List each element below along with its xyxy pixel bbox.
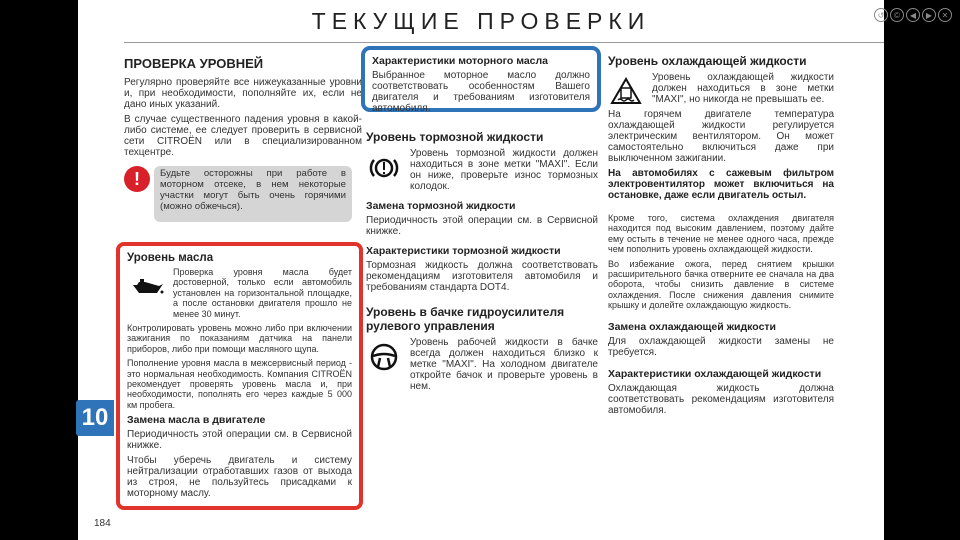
manual-page	[78, 0, 884, 540]
warning-text: Будьте осторожны при работе в моторном отсеке, в нем некоторые участки могут быть очень горячими (можно обжечься).	[160, 168, 346, 212]
steering-wheel-icon	[368, 341, 400, 373]
viewer-nav	[874, 8, 952, 22]
brake-spec-text: Тормозная жидкость должна соответствовать рекомендациям изготовителя автомобиля и требованиям стандарта DOT4.	[366, 260, 598, 293]
coolant-spec-text: Охлаждающая жидкость должна соответствовать рекомендациям изготовителя автомобиля.	[608, 382, 834, 416]
brake-level-row	[366, 148, 598, 192]
steering-level-text: Уровень рабочей жидкости в бачке всегда должен находиться близко к метке "MAXI". На холодном двигателе откройте бачок и проверьте уровень в нем.	[410, 337, 598, 392]
steering-level-title: Уровень в бачке гидроусилителя рулевого управления	[366, 305, 565, 333]
engine-oil-spec-box	[361, 46, 601, 112]
coolant-dpf-note: На автомобилях с сажевым фильтром электровентилятор может включиться на остановке, даже если двигатель остыл.	[608, 168, 834, 201]
engine-oil-spec-text: Выбранное моторное масло должно соответствовать особенностям Вашего двигателя и требованиям изготовителя автомобиля.	[372, 70, 590, 114]
header-divider	[124, 42, 884, 43]
brake-spec-title: Характеристики тормозной жидкости	[366, 245, 561, 257]
oil-check-text: Проверка уровня масла будет достоверной, только если автомобиль установлен на горизонтальной площадке, а после остановки двигателя прошло не менее 30 минут.	[173, 267, 352, 319]
page-title: ТЕКУЩИЕ ПРОВЕРКИ	[311, 8, 651, 34]
copyright-icon[interactable]: ©	[890, 8, 904, 22]
oil-change-text: Периодичность этой операции см. в Сервисной книжке.	[127, 429, 352, 452]
brake-level-text: Уровень тормозной жидкости должен находиться в зоне метки "MAXI". Если он ниже, проверьте износ тормозных колодок.	[410, 148, 598, 192]
engine-oil-spec-title: Характеристики моторного масла	[372, 55, 549, 67]
coolant-change-text: Для охлаждающей жидкости замены не требуется.	[608, 335, 834, 358]
coolant-burn-text: Во избежание ожога, перед снятием крышки расширительного бачка отверните ее сначала на два оборота, чтобы снизить давление в системе охлаждения. После снижения давления снимите крышку и долейте охлаждающую жидкость.	[608, 258, 834, 311]
warning-note	[124, 166, 362, 218]
section-heading-levels: ПРОВЕРКА УРОВНЕЙ	[124, 56, 264, 71]
oil-check-row	[127, 267, 352, 319]
rotate-icon[interactable]: ↺	[874, 8, 888, 22]
intro-paragraph-2: В случае существенного падения уровня в какой-либо системе, ее следует проверить в сервисной сети CITROËN или в специализированном техцентре.	[124, 114, 362, 158]
column-coolant	[608, 48, 834, 420]
column-brake-steering	[366, 124, 598, 396]
brake-change-text: Периодичность этой операции см. в Сервисной книжке.	[366, 215, 598, 237]
intro-paragraph: Регулярно проверяйте все нижеуказанные уровни и, при необходимости, пополняйте их, если не дано иных указаний.	[124, 77, 362, 110]
coolant-warning-icon	[610, 76, 642, 108]
close-icon[interactable]: ✕	[938, 8, 952, 22]
coolant-change-title: Замена охлаждающей жидкости	[608, 320, 777, 333]
steering-level-row	[366, 337, 598, 392]
brake-change-title: Замена тормозной жидкости	[366, 200, 516, 212]
coolant-spec-title: Характеристики охлаждающей жидкости	[608, 367, 822, 380]
oil-topup-text: Пополнение уровня масла в межсервисный период - это нормальная необходимость. Компания CITROËN рекомендует проверять уровень масла и, при необходимости, пополнять его через каждые 5 000 км пробега.	[127, 358, 352, 410]
oil-additives-text: Чтобы уберечь двигатель и систему нейтрализации отработавших газов от выхода из строя, не пользуйтесь присадками к моторному маслу.	[127, 455, 352, 500]
next-icon[interactable]: ▶	[922, 8, 936, 22]
coolant-level-text: Уровень охлаждающей жидкости должен находиться в зоне метки "MAXI", но никогда не превышать ее.	[652, 72, 834, 105]
column-levels	[124, 48, 362, 226]
oil-level-title: Уровень масла	[127, 252, 214, 264]
coolant-pressure-text: Кроме того, система охлаждения двигателя находится под высоким давлением, поэтому дайте ему остыть в течение не менее одного часа, прежде чем пополнить уровень охлаждающей жидкости.	[608, 213, 834, 255]
oil-control-text: Контролировать уровень можно либо при включении зажигания по показаниям датчика на панели приборов, либо при помощи масляного щупа.	[127, 323, 352, 354]
chapter-tab[interactable]: 10	[76, 400, 114, 436]
oil-level-box	[116, 242, 363, 510]
warning-icon: !	[124, 166, 150, 192]
coolant-fan-text: На горячем двигателе температура охлаждающей жидкости регулируется электрическим вентилятором. Он может самостоятельно включиться даже при выключенном зажигании.	[608, 109, 834, 164]
prev-icon[interactable]: ◀	[906, 8, 920, 22]
page-number: 184	[94, 518, 111, 529]
brake-warning-icon	[368, 152, 400, 184]
brake-level-title: Уровень тормозной жидкости	[366, 130, 544, 144]
warning-box	[154, 166, 352, 222]
oil-change-title: Замена масла в двигателе	[127, 414, 266, 427]
coolant-level-title: Уровень охлаждающей жидкости	[608, 54, 807, 68]
oil-can-icon	[129, 277, 165, 295]
coolant-level-row	[608, 72, 834, 105]
